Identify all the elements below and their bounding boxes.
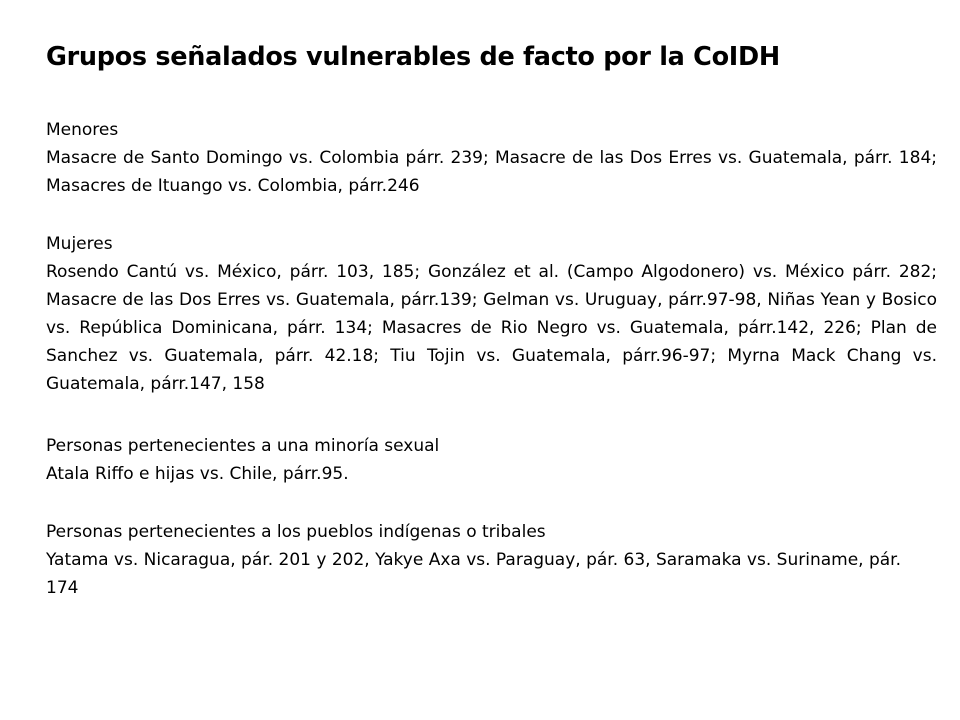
section-heading: Mujeres (46, 234, 113, 254)
slide-title: Grupos señalados vulnerables de facto por la CoIDH (46, 42, 780, 72)
section-mujeres (46, 230, 937, 398)
section-heading: Personas pertenecientes a los pueblos indígenas o tribales (46, 522, 546, 542)
section-text: Rosendo Cantú vs. México, párr. 103, 185; González et al. (Campo Algodonero) vs. México párr. 282; Masacre de las Dos Erres vs. Guatemala, párr.139; Gelman vs. Uruguay, párr.97-98, Niñas Yean y Bosico vs. República Dominicana, párr. 134; Masacres de Rio Negro vs. Guatemala, párr.142, 226; Plan de Sanchez vs. Guatemala, párr. 42.18; Tiu Tojin vs. Guatemala, párr.96-97; Myrna Mack Chang vs. Guatemala, párr.147, 158 (46, 262, 937, 394)
section-heading: Menores (46, 120, 119, 140)
section-text: Yatama vs. Nicaragua, pár. 201 y 202, Yakye Axa vs. Paraguay, pár. 63, Saramaka vs. Suriname, pár. 174 (46, 550, 901, 598)
section-text: Masacre de Santo Domingo vs. Colombia párr. 239; Masacre de las Dos Erres vs. Guatemala, párr. 184; Masacres de Ituango vs. Colombia, párr.246 (46, 148, 937, 196)
section-menores (46, 116, 937, 200)
section-minoria-sexual (46, 432, 937, 488)
section-text: Atala Riffo e hijas vs. Chile, párr.95. (46, 464, 349, 484)
section-pueblos-indigenas (46, 518, 937, 602)
section-heading: Personas pertenecientes a una minoría sexual (46, 436, 440, 456)
